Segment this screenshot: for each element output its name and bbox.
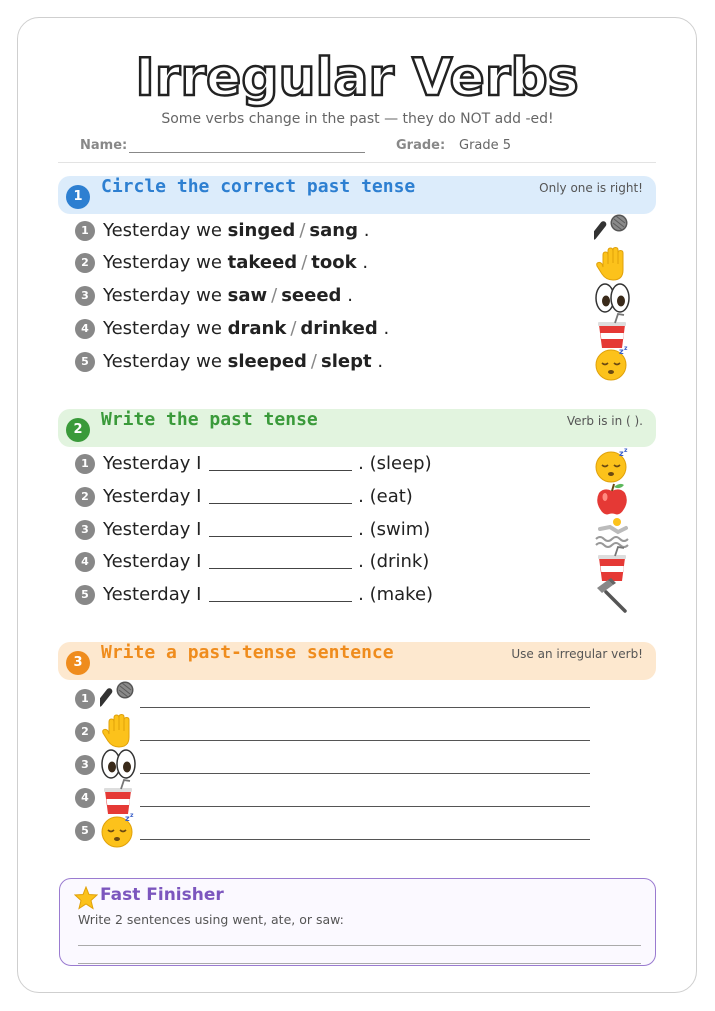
section-2-title: Write the past tense	[101, 409, 318, 430]
sleeping-face-icon	[594, 345, 630, 381]
circle-item	[75, 285, 353, 311]
page-title	[0, 42, 715, 112]
option-a[interactable]: saw	[227, 285, 268, 306]
fast-finisher-description: Write 2 sentences using went, ate, or saw:	[78, 912, 344, 927]
item-prefix: Yesterday we	[103, 318, 222, 339]
item-prefix: Yesterday we	[103, 285, 222, 306]
drink-cup-icon	[100, 779, 136, 815]
section-2-number: 2	[66, 418, 90, 442]
verb-hint: . (eat)	[358, 486, 413, 507]
sleeping-face-icon	[594, 447, 630, 483]
fill-item	[75, 453, 432, 479]
circle-item	[75, 351, 383, 377]
verb-hint: . (sleep)	[358, 453, 432, 474]
item-prefix: Yesterday I	[103, 453, 202, 474]
sleeping-face-icon	[100, 812, 136, 848]
item-number: 4	[75, 788, 95, 808]
option-separator: /	[301, 252, 308, 273]
option-separator: /	[271, 285, 278, 306]
answer-blank[interactable]	[209, 551, 352, 569]
hammer-icon	[594, 578, 630, 614]
section-3-number: 3	[66, 651, 90, 675]
item-end: .	[383, 318, 390, 339]
answer-line[interactable]	[78, 963, 641, 964]
verb-hint: . (swim)	[358, 519, 431, 540]
answer-blank[interactable]	[209, 584, 352, 602]
drink-cup-icon	[594, 313, 630, 349]
sentence-line[interactable]	[140, 839, 590, 840]
verb-hint: . (make)	[358, 584, 434, 605]
fill-item	[75, 551, 429, 577]
grade-label: Grade:	[396, 138, 446, 153]
drink-cup-icon	[594, 546, 630, 582]
item-number: 4	[75, 319, 95, 339]
section-3-hint: Use an irregular verb!	[511, 647, 643, 661]
verb-hint: . (drink)	[358, 551, 430, 572]
item-number: 3	[75, 755, 95, 775]
eyes-icon	[594, 280, 630, 316]
item-number: 1	[75, 689, 95, 709]
swimmer-icon	[594, 513, 630, 549]
apple-icon	[594, 481, 630, 517]
section-2-hint: Verb is in ( ).	[566, 414, 643, 428]
fast-finisher-box	[59, 878, 656, 966]
microphone-icon	[594, 213, 630, 249]
option-b[interactable]: took	[311, 252, 357, 273]
sentence-line[interactable]	[140, 707, 590, 708]
section-1-hint: Only one is right!	[539, 181, 643, 195]
option-a[interactable]: singed	[227, 220, 296, 241]
item-prefix: Yesterday I	[103, 551, 202, 572]
hand-icon	[100, 713, 136, 749]
answer-blank[interactable]	[209, 486, 352, 504]
item-prefix: Yesterday we	[103, 351, 222, 372]
answer-blank[interactable]	[209, 453, 352, 471]
option-b[interactable]: sang	[309, 220, 358, 241]
item-number: 5	[75, 821, 95, 841]
item-end: .	[362, 252, 369, 273]
item-number: 2	[75, 722, 95, 742]
option-b[interactable]: seeed	[281, 285, 342, 306]
fill-item	[75, 584, 433, 610]
item-number: 3	[75, 286, 95, 306]
svg-text:Irregular Verbs: Irregular Verbs	[135, 48, 579, 108]
item-number: 3	[75, 520, 95, 540]
item-end: .	[363, 220, 370, 241]
subtitle: Some verbs change in the past — they do NOT add -ed!	[161, 111, 554, 127]
header-divider	[58, 162, 656, 163]
item-number: 1	[75, 221, 95, 241]
item-number: 4	[75, 552, 95, 572]
circle-item	[75, 252, 368, 278]
section-1-number: 1	[66, 185, 90, 209]
section-2-header	[58, 409, 656, 447]
item-prefix: Yesterday I	[103, 486, 202, 507]
item-number: 1	[75, 454, 95, 474]
option-a[interactable]: takeed	[227, 252, 298, 273]
sentence-line[interactable]	[140, 806, 590, 807]
fill-item	[75, 486, 413, 512]
sentence-line[interactable]	[140, 740, 590, 741]
option-a[interactable]: sleeped	[227, 351, 307, 372]
section-3-title: Write a past-tense sentence	[101, 642, 394, 663]
option-b[interactable]: slept	[321, 351, 372, 372]
item-number: 5	[75, 352, 95, 372]
answer-line[interactable]	[78, 945, 641, 946]
circle-item	[75, 220, 369, 246]
item-end: .	[347, 285, 353, 306]
eyes-icon	[100, 746, 136, 782]
option-separator: /	[299, 220, 306, 241]
name-line[interactable]	[129, 138, 365, 153]
item-prefix: Yesterday we	[103, 252, 222, 273]
section-1-header	[58, 176, 656, 214]
fast-finisher-title: Fast Finisher	[100, 885, 224, 905]
item-prefix: Yesterday I	[103, 519, 202, 540]
item-number: 5	[75, 585, 95, 605]
item-number: 2	[75, 253, 95, 273]
answer-blank[interactable]	[209, 519, 352, 537]
section-3-header	[58, 642, 656, 680]
hand-icon	[594, 246, 630, 282]
item-end: .	[377, 351, 384, 372]
item-prefix: Yesterday we	[103, 220, 222, 241]
item-number: 2	[75, 487, 95, 507]
option-separator: /	[290, 318, 297, 339]
name-field[interactable]	[80, 138, 365, 153]
section-1-title: Circle the correct past tense	[101, 176, 416, 197]
sentence-line[interactable]	[140, 773, 590, 774]
option-b[interactable]: drinked	[300, 318, 378, 339]
grade-value: Grade 5	[459, 138, 512, 153]
circle-item	[75, 318, 389, 344]
fill-item	[75, 519, 430, 545]
option-separator: /	[310, 351, 317, 372]
name-label: Name:	[80, 138, 128, 153]
star-icon	[74, 886, 98, 910]
item-prefix: Yesterday I	[103, 584, 202, 605]
option-a[interactable]: drank	[227, 318, 287, 339]
microphone-icon	[100, 680, 136, 716]
